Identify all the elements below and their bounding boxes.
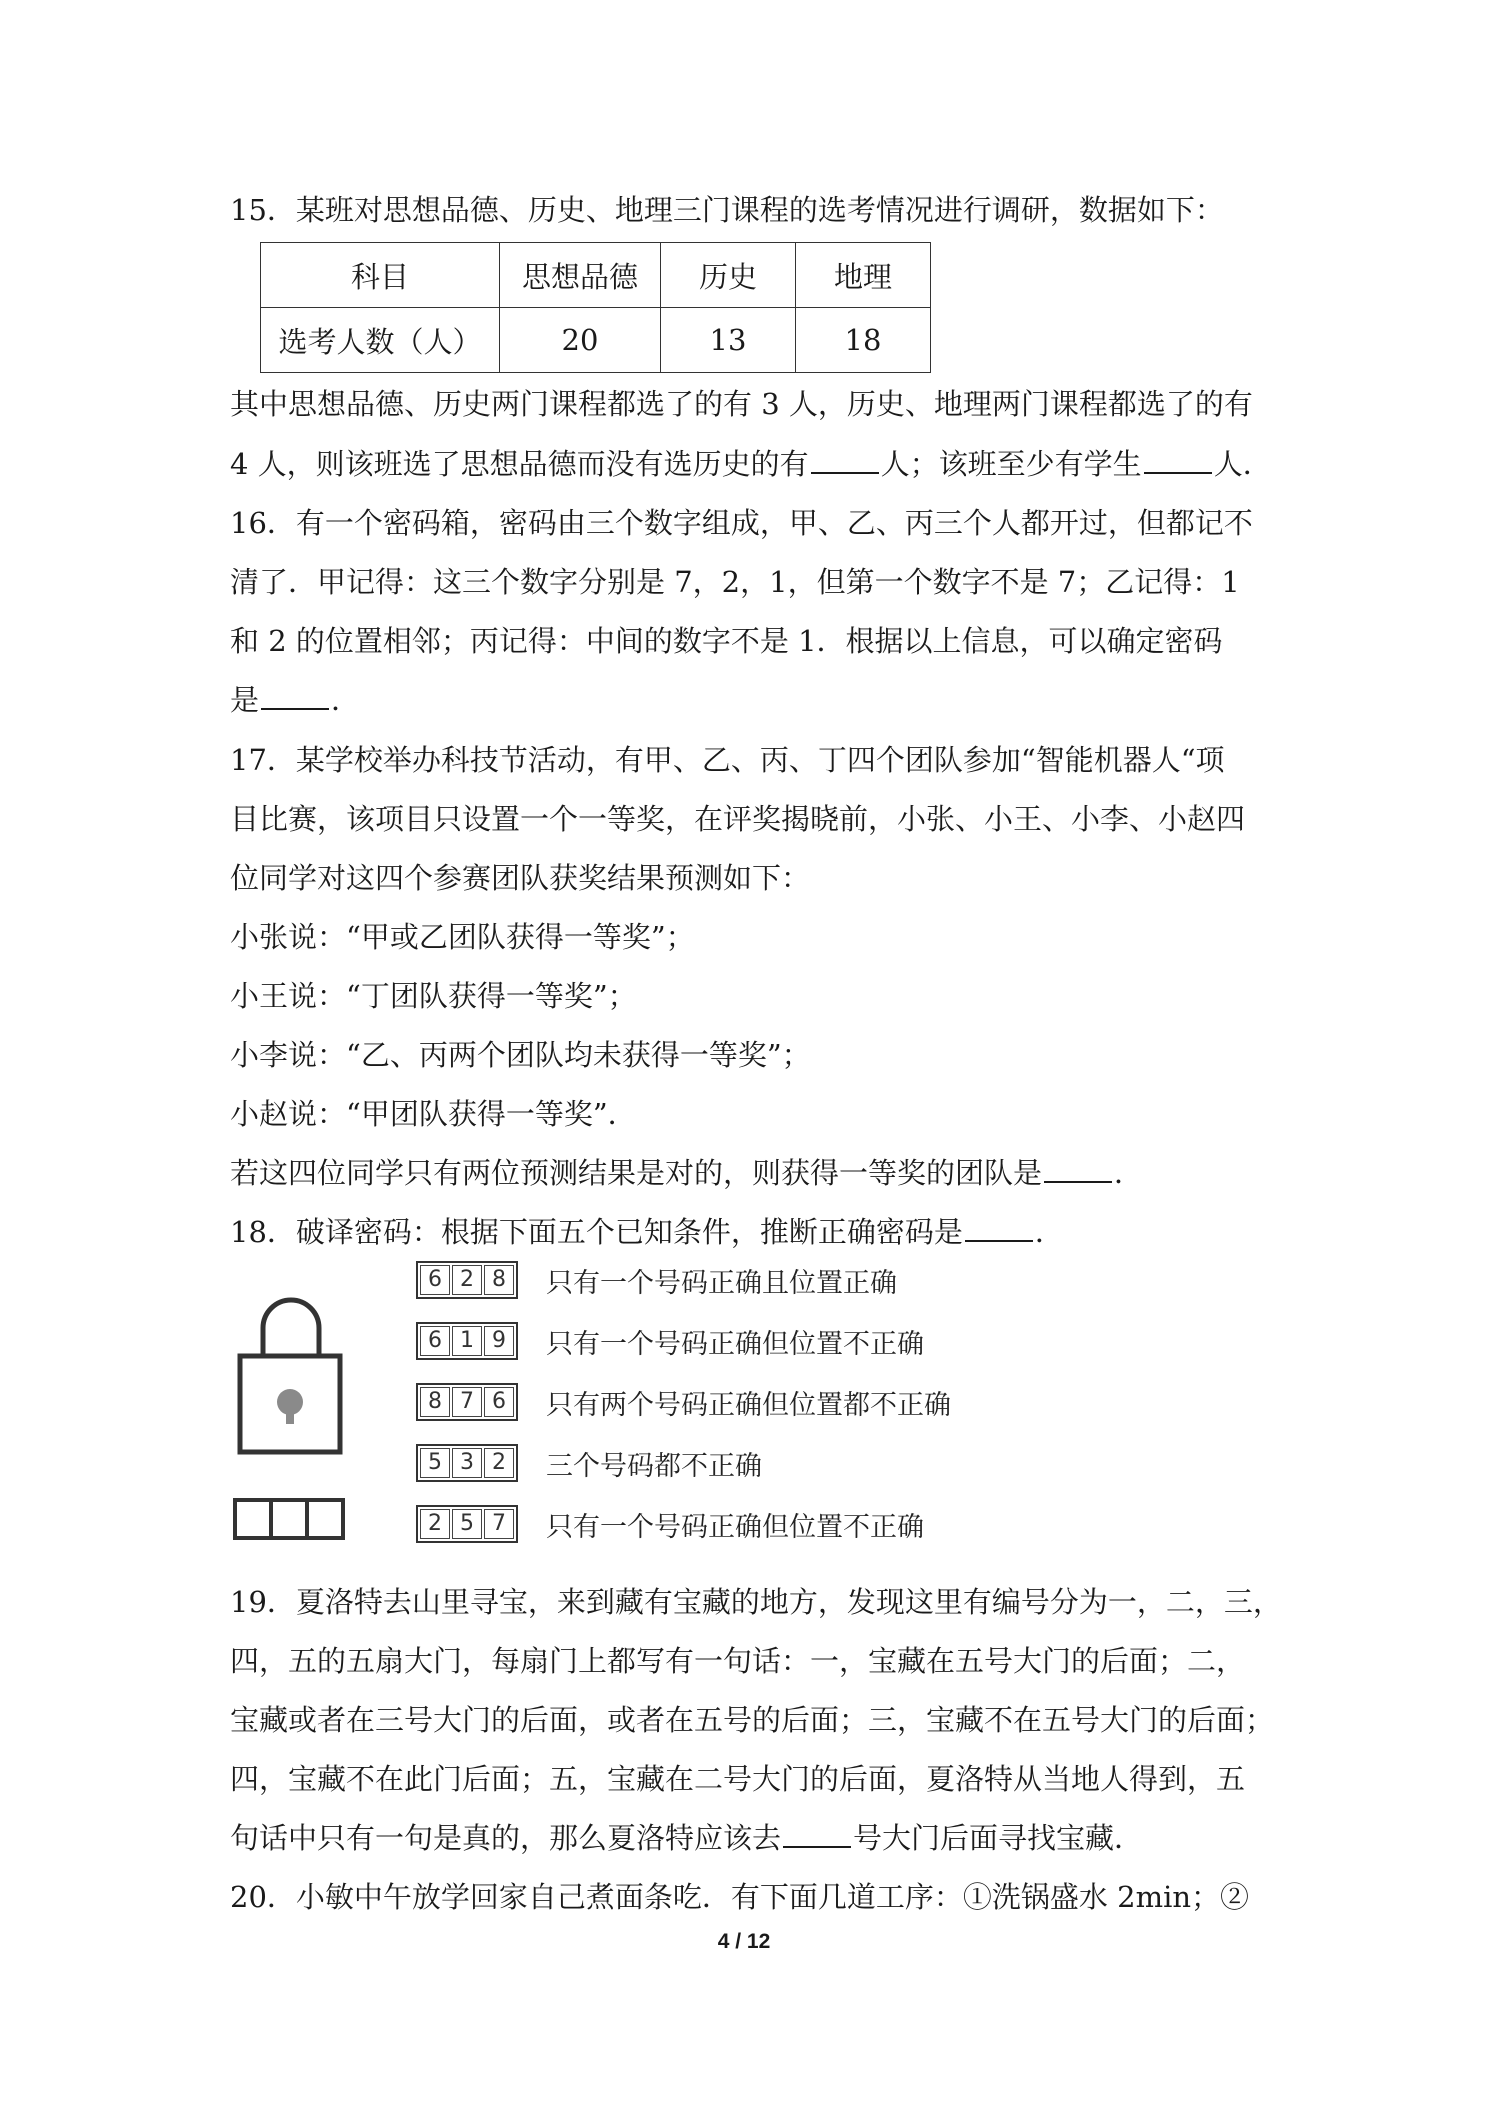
condition-row	[416, 1443, 762, 1483]
q19-line1: 19．夏洛特去山里寻宝，来到藏有宝藏的地方，发现这里有编号分为一，二，三，	[230, 1585, 1282, 1619]
page-number: 4 / 12	[717, 1930, 771, 1953]
q15-line1: 其中思想品德、历史两门课程都选了的有 3 人，历史、地理两门课程都选了的有	[230, 387, 1253, 421]
digit: 2	[420, 1509, 450, 1539]
digit: 5	[420, 1448, 450, 1478]
answer-blank	[261, 682, 329, 710]
table-cell: 思想品德	[500, 243, 661, 308]
table-cell: 历史	[661, 243, 796, 308]
digit: 6	[420, 1326, 450, 1356]
answer-blank	[1044, 1155, 1112, 1183]
condition-text: 只有一个号码正确但位置不正确	[546, 1511, 924, 1543]
digit: 7	[484, 1509, 514, 1539]
q19-line2: 四，五的五扇大门，每扇门上都写有一句话：一，宝藏在五号大门的后面；二，	[230, 1644, 1246, 1678]
table-header-row	[261, 243, 931, 308]
answer-blank	[783, 1820, 851, 1848]
q17-line4: 小张说：“甲或乙团队获得一等奖”；	[230, 920, 695, 954]
condition-row	[416, 1321, 924, 1361]
condition-row	[416, 1382, 951, 1422]
q17-line1: 17．某学校举办科技节活动，有甲、乙、丙、丁四个团队参加“智能机器人“项	[230, 743, 1225, 777]
digit: 6	[420, 1265, 450, 1295]
q17-line8-text-b: ．	[1114, 1156, 1144, 1190]
digit-box	[416, 1505, 518, 1543]
q17-line3: 位同学对这四个参赛团队获奖结果预测如下：	[230, 861, 811, 895]
q17-line8-text-a: 若这四位同学只有两位预测结果是对的，则获得一等奖的团队是	[230, 1156, 1043, 1190]
table-row	[261, 308, 931, 373]
q16-line1: 16．有一个密码箱，密码由三个数字组成，甲、乙、丙三个人都开过，但都记不	[230, 506, 1253, 540]
table-cell: 20	[500, 308, 661, 373]
password-puzzle-figure	[230, 1260, 990, 1580]
q16-line4	[230, 680, 1270, 720]
q18-line1	[230, 1212, 1270, 1252]
condition-text: 三个号码都不正确	[546, 1450, 762, 1482]
condition-text: 只有一个号码正确但位置不正确	[546, 1328, 924, 1360]
q18-line1-text-b: ．	[1034, 1215, 1064, 1249]
condition-text: 只有两个号码正确但位置都不正确	[546, 1389, 951, 1421]
q19-line5-text-a: 句话中只有一句是真的，那么夏洛特应该去	[230, 1821, 782, 1855]
q18-line1-text-a: 18．破译密码：根据下面五个已知条件，推断正确密码是	[230, 1215, 963, 1249]
q17-line5: 小王说：“丁团队获得一等奖”；	[230, 979, 637, 1013]
digit: 6	[484, 1387, 514, 1417]
digit-box	[416, 1444, 518, 1482]
answer-blank	[1144, 446, 1212, 474]
q19-line5-text-b: 号大门后面寻找宝藏．	[853, 1821, 1144, 1855]
digit-box	[416, 1383, 518, 1421]
q19-line5	[230, 1818, 1270, 1858]
q16-line4-text-b: ．	[331, 683, 361, 717]
answer-blank	[811, 446, 879, 474]
digit: 5	[452, 1509, 482, 1539]
table-cell: 选考人数（人）	[261, 308, 500, 373]
answer-blank	[965, 1214, 1033, 1242]
padlock-icon	[230, 1260, 380, 1580]
condition-row	[416, 1504, 924, 1544]
digit: 2	[484, 1448, 514, 1478]
survey-table	[260, 242, 931, 373]
q17-line6: 小李说：“乙、丙两个团队均未获得一等奖”；	[230, 1038, 811, 1072]
digit: 8	[484, 1265, 514, 1295]
table-cell: 地理	[796, 243, 931, 308]
digit: 9	[484, 1326, 514, 1356]
q17-line7: 小赵说：“甲团队获得一等奖”．	[230, 1097, 637, 1131]
table-cell: 13	[661, 308, 796, 373]
q17-line2: 目比赛，该项目只设置一个一等奖，在评奖揭晓前，小张、小王、小李、小赵四	[230, 802, 1246, 836]
q20-line1: 20．小敏中午放学回家自己煮面条吃．有下面几道工序：①洗锅盛水 2min；②	[230, 1880, 1250, 1914]
digit: 7	[452, 1387, 482, 1417]
q15-intro: 15．某班对思想品德、历史、地理三门课程的选考情况进行调研，数据如下：	[230, 193, 1224, 227]
digit: 8	[420, 1387, 450, 1417]
table-cell: 18	[796, 308, 931, 373]
condition-text: 只有一个号码正确且位置正确	[546, 1267, 897, 1299]
q15-line2	[230, 444, 1270, 484]
digit: 2	[452, 1265, 482, 1295]
condition-row	[416, 1260, 897, 1300]
q15-line2-text-c: 人．	[1213, 447, 1272, 481]
q19-line4: 四，宝藏不在此门后面；五，宝藏在二号大门的后面，夏洛特从当地人得到，五	[230, 1762, 1246, 1796]
digit: 1	[452, 1326, 482, 1356]
digit-box	[416, 1261, 518, 1299]
q16-line3: 和 2 的位置相邻；丙记得：中间的数字不是 1．根据以上信息，可以确定密码	[230, 624, 1223, 658]
table-cell: 科目	[261, 243, 500, 308]
q16-line2: 清了．甲记得：这三个数字分别是 7，2，1，但第一个数字不是 7；乙记得：1	[230, 565, 1240, 599]
digit-box	[416, 1322, 518, 1360]
q15-line2-text-b: 人；该班至少有学生	[880, 447, 1142, 481]
q16-line4-text-a: 是	[230, 683, 260, 717]
digit: 3	[452, 1448, 482, 1478]
q17-line8	[230, 1153, 1270, 1193]
q15-line2-text-a: 4 人，则该班选了思想品德而没有选历史的有	[230, 447, 809, 481]
q19-line3: 宝藏或者在三号大门的后面，或者在五号的后面；三，宝藏不在五号大门的后面；	[230, 1703, 1275, 1737]
